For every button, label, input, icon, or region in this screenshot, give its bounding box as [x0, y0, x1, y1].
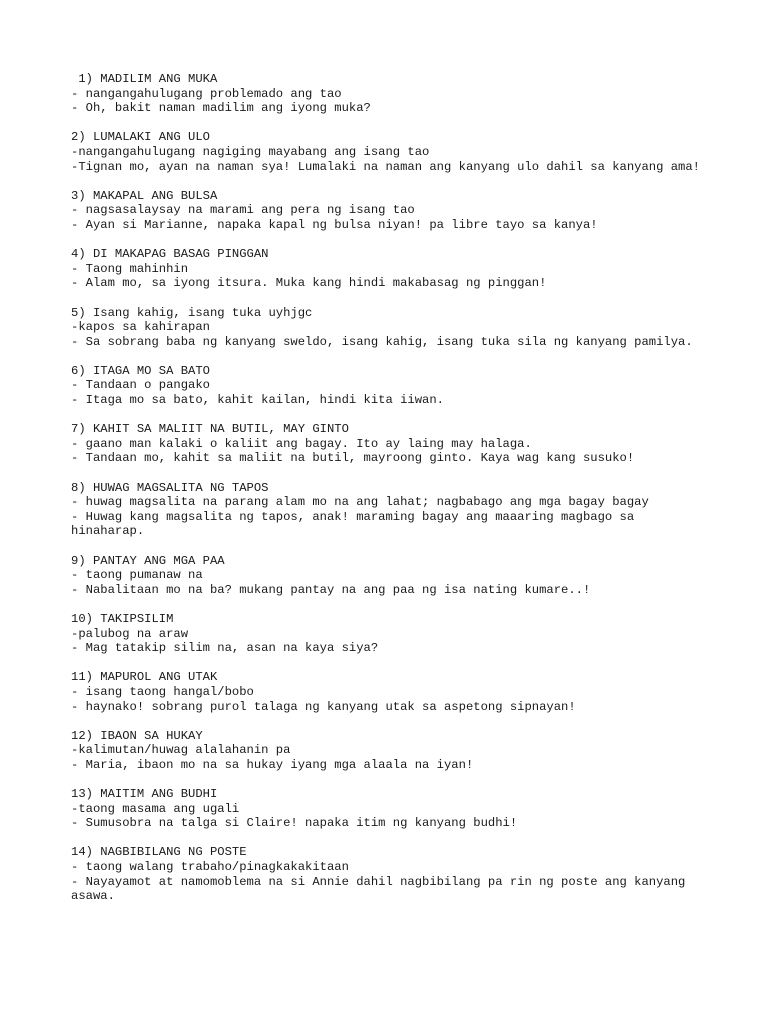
- idiom-heading: 3) MAKAPAL ANG BULSA: [71, 188, 218, 203]
- idiom-example: - Alam mo, sa iyong itsura. Muka kang hindi makabasag ng pinggan!: [71, 276, 547, 291]
- idiom-example: - haynako! sobrang purol talaga ng kanyang utak sa aspetong sipnayan!: [71, 699, 576, 714]
- idiom-heading: 2) LUMALAKI ANG ULO: [71, 130, 210, 145]
- idiom-meaning: - isang taong hangal/bobo: [71, 684, 254, 699]
- idiom-meaning: - nagsasalaysay na marami ang pera ng isang tao: [71, 203, 415, 218]
- idiom-example: - Maria, ibaon mo na sa hukay iyang mga alaala na iyan!: [71, 757, 474, 772]
- idiom-meaning: - taong walang trabaho/pinagkakakitaan: [71, 860, 349, 875]
- idiom-entry: [71, 481, 711, 539]
- idiom-entry: [71, 670, 711, 714]
- idiom-meaning: - huwag magsalita na parang alam mo na ang lahat; nagbabago ang mga bagay bagay: [71, 495, 649, 510]
- idiom-example: - Sa sobrang baba ng kanyang sweldo, isang kahig, isang tuka sila ng kanyang pamilya.: [71, 334, 693, 349]
- idiom-heading: 10) TAKIPSILIM: [71, 611, 174, 626]
- idiom-entry: [71, 845, 711, 903]
- idiom-example: - Itaga mo sa bato, kahit kailan, hindi kita iiwan.: [71, 393, 444, 408]
- idiom-example: - Huwag kang magsalita ng tapos, anak! maraming bagay ang maaaring magbago sa hinaharap.: [71, 509, 642, 539]
- idiom-example: - Oh, bakit naman madilim ang iyong muka?: [71, 101, 371, 116]
- idiom-meaning: -palubog na araw: [71, 626, 189, 641]
- idiom-entry: [71, 306, 711, 350]
- idiom-meaning: -nangangahulugang nagiging mayabang ang isang tao: [71, 144, 430, 159]
- idiom-entry: [71, 729, 711, 773]
- idiom-heading: 11) MAPUROL ANG UTAK: [71, 670, 218, 685]
- idiom-meaning: - taong pumanaw na: [71, 568, 203, 583]
- idiom-document: [71, 72, 711, 904]
- idiom-meaning: -taong masama ang ugali: [71, 801, 240, 816]
- idiom-heading: 4) DI MAKAPAG BASAG PINGGAN: [71, 247, 269, 262]
- idiom-heading: 9) PANTAY ANG MGA PAA: [71, 553, 225, 568]
- idiom-entry: [71, 612, 711, 656]
- idiom-entry: [71, 554, 711, 598]
- idiom-example: - Nabalitaan mo na ba? mukang pantay na ang paa ng isa nating kumare..!: [71, 582, 591, 597]
- idiom-heading: 7) KAHIT SA MALIIT NA BUTIL, MAY GINTO: [71, 422, 349, 437]
- idiom-meaning: -kalimutan/huwag alalahanin pa: [71, 743, 291, 758]
- idiom-entry: [71, 422, 711, 466]
- idiom-heading: 1) MADILIM ANG MUKA: [71, 72, 218, 86]
- idiom-heading: 13) MAITIM ANG BUDHI: [71, 787, 218, 802]
- idiom-example: - Tandaan mo, kahit sa maliit na butil, mayroong ginto. Kaya wag kang susuko!: [71, 451, 635, 466]
- idiom-example: - Nayayamot at namomoblema na si Annie dahil nagbibilang pa rin ng poste ang kanyang asawa.: [71, 874, 693, 904]
- idiom-entry: [71, 130, 711, 174]
- idiom-meaning: - nangangahulugang problemado ang tao: [71, 86, 342, 101]
- idiom-heading: 8) HUWAG MAGSALITA NG TAPOS: [71, 480, 269, 495]
- idiom-example: - Mag tatakip silim na, asan na kaya siya?: [71, 641, 379, 656]
- idiom-heading: 5) Isang kahig, isang tuka uyhjgc: [71, 305, 313, 320]
- idiom-entry: [71, 247, 711, 291]
- idiom-meaning: - Tandaan o pangako: [71, 378, 210, 393]
- idiom-entry: [71, 189, 711, 233]
- idiom-heading: 6) ITAGA MO SA BATO: [71, 363, 210, 378]
- idiom-example: - Ayan si Marianne, napaka kapal ng bulsa niyan! pa libre tayo sa kanya!: [71, 217, 598, 232]
- idiom-entry: [71, 364, 711, 408]
- idiom-entry: [71, 787, 711, 831]
- idiom-heading: 14) NAGBIBILANG NG POSTE: [71, 845, 247, 860]
- idiom-heading: 12) IBAON SA HUKAY: [71, 728, 203, 743]
- idiom-example: -Tignan mo, ayan na naman sya! Lumalaki na naman ang kanyang ulo dahil sa kanyang ama!: [71, 159, 700, 174]
- idiom-meaning: -kapos sa kahirapan: [71, 320, 210, 335]
- idiom-example: - Sumusobra na talga si Claire! napaka itim ng kanyang budhi!: [71, 816, 518, 831]
- idiom-meaning: - gaano man kalaki o kaliit ang bagay. Ito ay laing may halaga.: [71, 436, 532, 451]
- idiom-entry: [71, 72, 711, 116]
- idiom-meaning: - Taong mahinhin: [71, 261, 189, 276]
